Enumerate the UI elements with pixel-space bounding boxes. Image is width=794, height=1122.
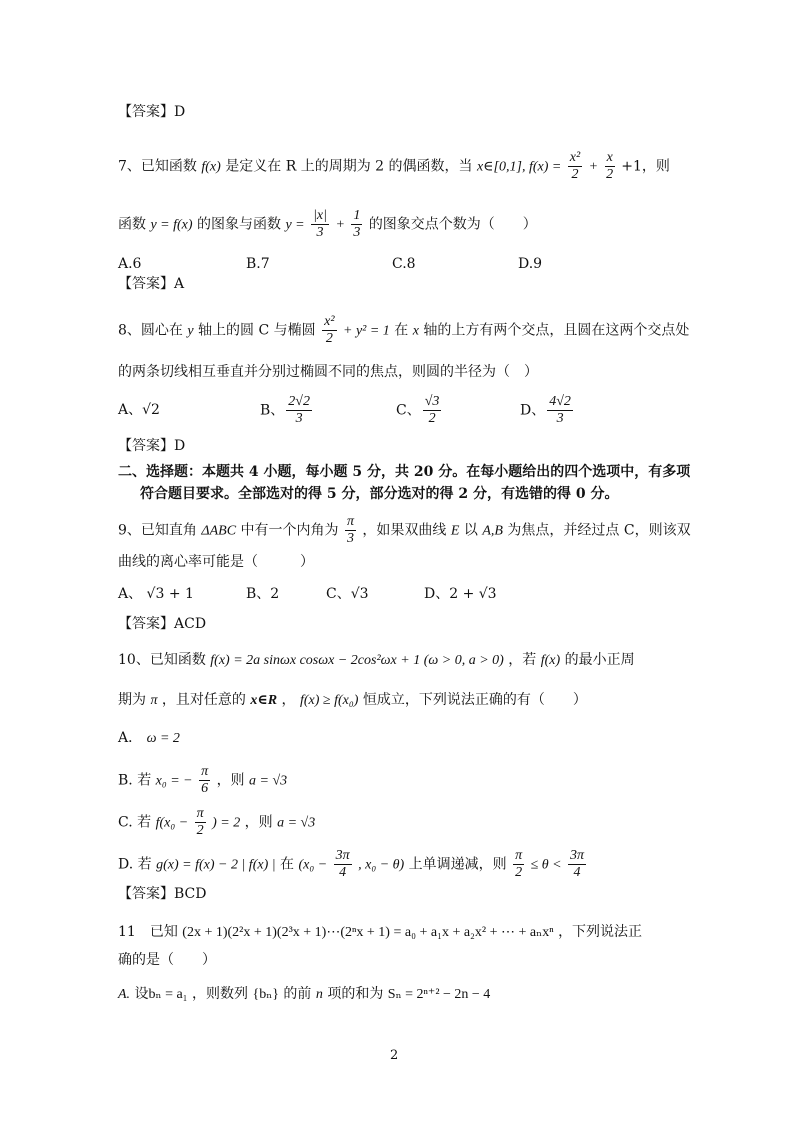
q11-text: 11 已知	[118, 924, 178, 940]
fraction: $\frac{x}{2}$	[606, 150, 614, 182]
q10-math: (x₀ −	[298, 857, 328, 873]
q8-option-b	[260, 394, 314, 427]
q10-math: f(x)	[540, 653, 561, 668]
q10-option-c	[118, 806, 315, 839]
q10-math: π	[150, 693, 158, 708]
q10-math: a = √3	[249, 773, 288, 789]
q10-option-a	[118, 728, 180, 749]
fraction: $\frac{1}{3}$	[353, 208, 361, 240]
q11-text: 项的和为	[327, 986, 384, 1002]
option-label: C. 若	[118, 814, 152, 831]
answer-q10: 【答案】BCD	[118, 886, 207, 902]
q10-math: f(x) = 2a sinωx cosωx − 2cos²ωx + 1 (ω > 0, a > 0)	[210, 653, 504, 668]
q10-text: ，且对任意的	[161, 692, 246, 708]
q11-text: 的前	[283, 986, 312, 1002]
q11-math: n	[315, 987, 323, 1002]
option-label: A.	[118, 987, 131, 1002]
q7-option-c: C.8	[392, 256, 416, 272]
q7-option-b: B.7	[246, 256, 270, 272]
fraction: $\frac{4√2}{3}$	[549, 394, 571, 426]
option-label: D、	[520, 402, 546, 419]
q10-text: 恒成立，下列说法正确的有（ ）	[362, 692, 587, 708]
q9-option-b: B、2	[246, 586, 280, 602]
q7-option-a: A.6	[118, 256, 142, 272]
question-11-line-2: 确的是（ ）	[118, 952, 216, 968]
section-2-heading-line-1: 二、选择题：本题共 4 小题，每小题 5 分，共 20 分。在每小题给出的四个选项中，有多项	[118, 464, 691, 480]
q7-math: x∈[0,1], f(x) =	[476, 159, 562, 175]
q10-math: ≤ θ <	[530, 857, 562, 873]
q7-text: +1，则	[621, 158, 670, 175]
q7-math: f(x)	[201, 159, 221, 175]
q10-math: f(x₀ −	[155, 815, 189, 831]
q9-text: 为焦点，并经过点 C，则该双	[507, 522, 691, 539]
section-2-heading-line-2: 符合题目要求。全部选对的得 5 分，部分选对的得 2 分，有选错的得 0 分。	[140, 486, 619, 502]
q8-option-a: A、√2	[118, 402, 160, 418]
q11-math: Sₙ = 2ⁿ⁺² − 2n − 4	[387, 987, 491, 1002]
q7-math: y =	[285, 217, 305, 233]
q9-option-c: C、√3	[326, 586, 369, 602]
q10-text: ，	[281, 692, 296, 708]
q7-text: 函数	[118, 216, 146, 233]
q11-math: {bₙ}	[252, 987, 279, 1002]
option-label: B. 若	[118, 772, 152, 789]
q10-math: f(x) ≥ f(x₀)	[299, 693, 359, 708]
q10-math: , x₀ − θ)	[358, 857, 405, 873]
fraction: $\frac{\text{x²}}{2}$	[569, 150, 581, 182]
question-10-line-1	[118, 650, 635, 671]
q8-option-d	[520, 394, 575, 427]
q11-text: ，则数列	[192, 986, 249, 1002]
q10-option-d	[118, 848, 588, 881]
option-label: D. 若	[118, 856, 152, 873]
fraction: $\frac{|x|}{3}$	[313, 208, 327, 240]
q10-text: 上单调递减，则	[408, 856, 507, 873]
q10-text: 期为	[118, 692, 146, 708]
q8-math: + y² = 1	[343, 323, 390, 339]
q8-text: 8、圆心在	[118, 322, 183, 339]
q9-math: E	[450, 523, 460, 539]
question-8-line-2: 的两条切线相互垂直并分别过椭圆不同的焦点，则圆的半径为（ ）	[118, 364, 538, 380]
q10-text: 在	[280, 856, 295, 873]
q11-math: (2x + 1)(2²x + 1)(2³x + 1)⋯(2ⁿx + 1) = a₀ + a₁x + a₂x² + ⋯ + aₙxⁿ	[182, 925, 554, 940]
fraction: $\frac{\pi}{6}$	[201, 764, 209, 796]
q8-math: x	[412, 323, 419, 339]
q11-math: 设bₙ = a₁	[134, 987, 188, 1002]
answer-q9: 【答案】ACD	[118, 616, 207, 632]
q7-text: 是定义在 R 上的周期为 2 的偶函数，当	[225, 158, 473, 175]
q10-text: ，则	[244, 814, 273, 831]
question-11-line-1	[118, 922, 642, 943]
q7-option-d: D.9	[518, 256, 543, 272]
q9-text: 以	[463, 522, 478, 539]
q9-text: 9、已知直角	[118, 522, 197, 539]
q9-option-d: D、2 + √3	[424, 586, 497, 602]
question-9-line-2: 曲线的离心率可能是（ ）	[118, 554, 314, 570]
q8-text: 在	[394, 322, 409, 339]
fraction: $\frac{\pi}{2}$	[196, 806, 204, 838]
option-label: B、	[260, 402, 285, 419]
q10-text: ，则	[216, 772, 245, 789]
fraction: $\frac{3\pi}{4}$	[335, 848, 350, 880]
q7-text: 7、已知函数	[118, 158, 197, 175]
fraction: $\frac{\pi}{3}$	[346, 514, 354, 546]
q10-text: 的最小正周	[564, 652, 635, 668]
answer-q6: 【答案】D	[118, 104, 186, 120]
q10-math: a = √3	[277, 815, 316, 831]
question-7-line-2	[118, 208, 537, 241]
q7-text: 的图象与函数	[197, 216, 281, 233]
q10-option-b	[118, 764, 287, 797]
fraction: $\frac{\pi}{2}$	[515, 848, 523, 880]
q7-math: y = f(x)	[150, 217, 193, 233]
q10-math: ) = 2	[212, 815, 241, 831]
question-7-line-1	[118, 150, 670, 183]
q8-text: 轴的上方有两个交点，且圆在这两个交点处	[423, 322, 690, 339]
option-label: A．	[118, 730, 143, 746]
q9-math: ΔABC	[201, 523, 237, 539]
q10-math: ω = 2	[146, 731, 180, 746]
q10-math: g(x) = f(x) − 2 | f(x) |	[156, 857, 276, 873]
question-10-line-2	[118, 690, 587, 711]
q7-text: 的图象交点个数为（ ）	[368, 216, 537, 233]
q10-text: 10、已知函数	[118, 652, 206, 668]
question-8-line-1	[118, 314, 689, 347]
option-label: C、	[396, 402, 421, 419]
q8-math: y	[187, 323, 194, 339]
fraction: $\frac{√3}{2}$	[424, 394, 440, 426]
q9-math: A,B	[482, 523, 503, 539]
plus-sign: +	[335, 217, 345, 233]
q10-math: x∈R	[250, 693, 278, 708]
q8-option-c	[396, 394, 443, 427]
q8-text: 轴上的圆 C 与椭圆	[198, 322, 316, 339]
q10-text: ，若	[508, 652, 537, 668]
answer-q7: 【答案】A	[118, 276, 185, 292]
fraction: $\frac{3\pi}{4}$	[570, 848, 585, 880]
question-9-line-1	[118, 514, 691, 547]
page-number: 2	[390, 1048, 399, 1063]
q9-text: ，如果双曲线	[362, 522, 447, 539]
q11-text: ，下列说法正	[558, 924, 643, 940]
q9-option-a: A、 √3 + 1	[118, 586, 194, 602]
answer-q8: 【答案】D	[118, 438, 186, 454]
q11-option-a	[118, 984, 490, 1005]
q10-math: x₀ = −	[155, 773, 193, 789]
fraction: $\frac{\text{x²}}{2}$	[324, 314, 335, 346]
q9-text: 中有一个内角为	[240, 522, 339, 539]
plus-sign: +	[588, 159, 599, 175]
fraction: $\frac{2√2}{3}$	[288, 394, 310, 426]
